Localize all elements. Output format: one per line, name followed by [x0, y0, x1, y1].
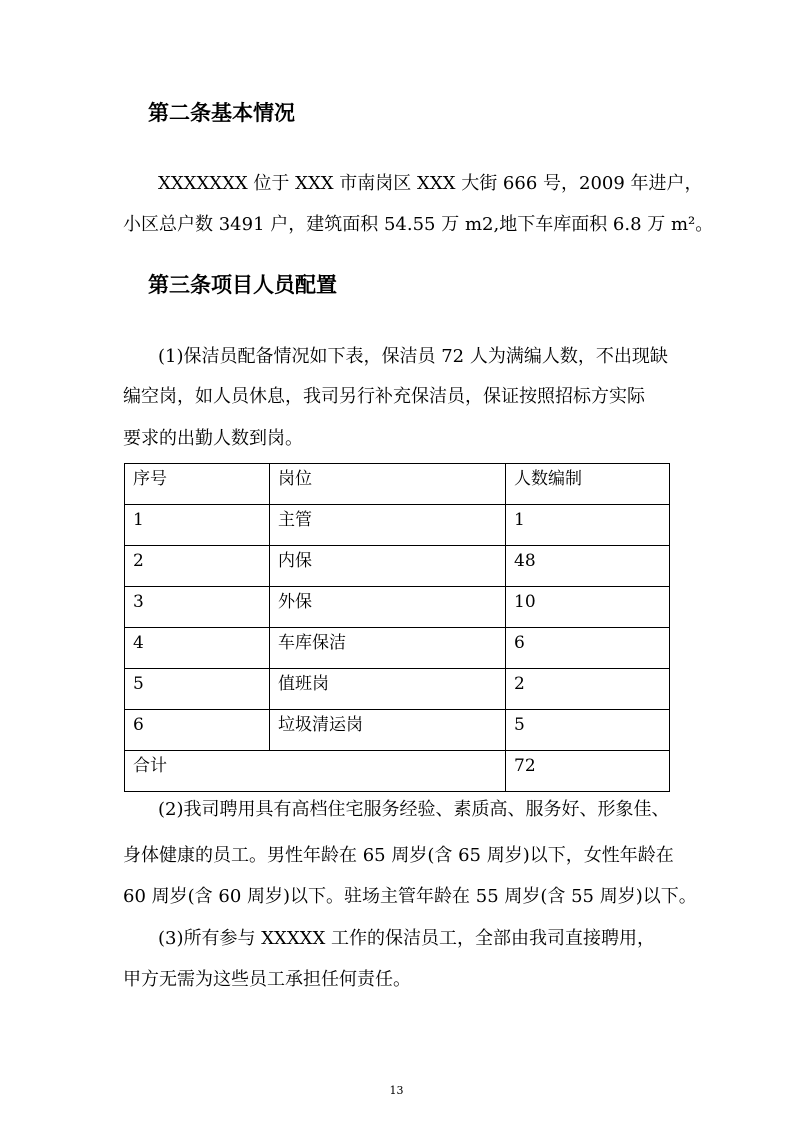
table-row	[125, 628, 670, 669]
cell-headcount: 5	[506, 710, 670, 751]
cell-serial: 2	[125, 546, 270, 587]
para2-line-3: 60 周岁(含 60 周岁)以下。驻场主管年龄在 55 周岁(含 55 周岁)以下。	[123, 886, 697, 907]
cell-position: 垃圾清运岗	[270, 710, 506, 751]
cell-position: 外保	[270, 587, 506, 628]
table-row	[125, 587, 670, 628]
cell-serial: 1	[125, 505, 270, 546]
header-serial: 序号	[125, 464, 270, 505]
section3-title: 第三条项目人员配置	[148, 272, 337, 297]
para1-line-3: 要求的出勤人数到岗。	[123, 428, 303, 449]
table-row	[125, 710, 670, 751]
table-header-row	[125, 464, 670, 505]
total-label: 合计	[125, 751, 506, 792]
cell-headcount: 6	[506, 628, 670, 669]
cell-headcount: 2	[506, 669, 670, 710]
cell-serial: 6	[125, 710, 270, 751]
cell-serial: 5	[125, 669, 270, 710]
cell-headcount: 48	[506, 546, 670, 587]
table-row	[125, 505, 670, 546]
table-row	[125, 669, 670, 710]
table-row	[125, 546, 670, 587]
cell-headcount: 1	[506, 505, 670, 546]
table-total-row	[125, 751, 670, 792]
staffing-table	[124, 463, 670, 792]
para1-line-1: (1)保洁员配备情况如下表，保洁员 72 人为满编人数，不出现缺	[158, 346, 668, 367]
cell-headcount: 10	[506, 587, 670, 628]
header-position: 岗位	[270, 464, 506, 505]
para3-line-2: 甲方无需为这些员工承担任何责任。	[123, 969, 411, 990]
para1-line-2: 编空岗，如人员休息，我司另行补充保洁员，保证按照招标方实际	[123, 386, 645, 407]
para2-line-1: (2)我司聘用具有高档住宅服务经验、素质高、服务好、形象佳、	[158, 799, 670, 820]
cell-serial: 4	[125, 628, 270, 669]
cell-position: 车库保洁	[270, 628, 506, 669]
cell-serial: 3	[125, 587, 270, 628]
para3-line-1: (3)所有参与 XXXXX 工作的保洁员工，全部由我司直接聘用，	[158, 928, 656, 949]
header-headcount: 人数编制	[506, 464, 670, 505]
cell-position: 值班岗	[270, 669, 506, 710]
section2-title: 第二条基本情况	[148, 100, 295, 125]
section2-line-1: XXXXXXX 位于 XXX 市南岗区 XXX 大街 666 号，2009 年进户，	[158, 173, 703, 194]
cell-position: 内保	[270, 546, 506, 587]
para2-line-2: 身体健康的员工。男性年龄在 65 周岁(含 65 周岁)以下，女性年龄在	[123, 845, 674, 866]
page-number: 13	[389, 1084, 404, 1097]
section2-line-2: 小区总户数 3491 户，建筑面积 54.55 万 m2,地下车库面积 6.8 万 m²。	[123, 214, 714, 235]
cell-position: 主管	[270, 505, 506, 546]
total-value: 72	[506, 751, 670, 792]
